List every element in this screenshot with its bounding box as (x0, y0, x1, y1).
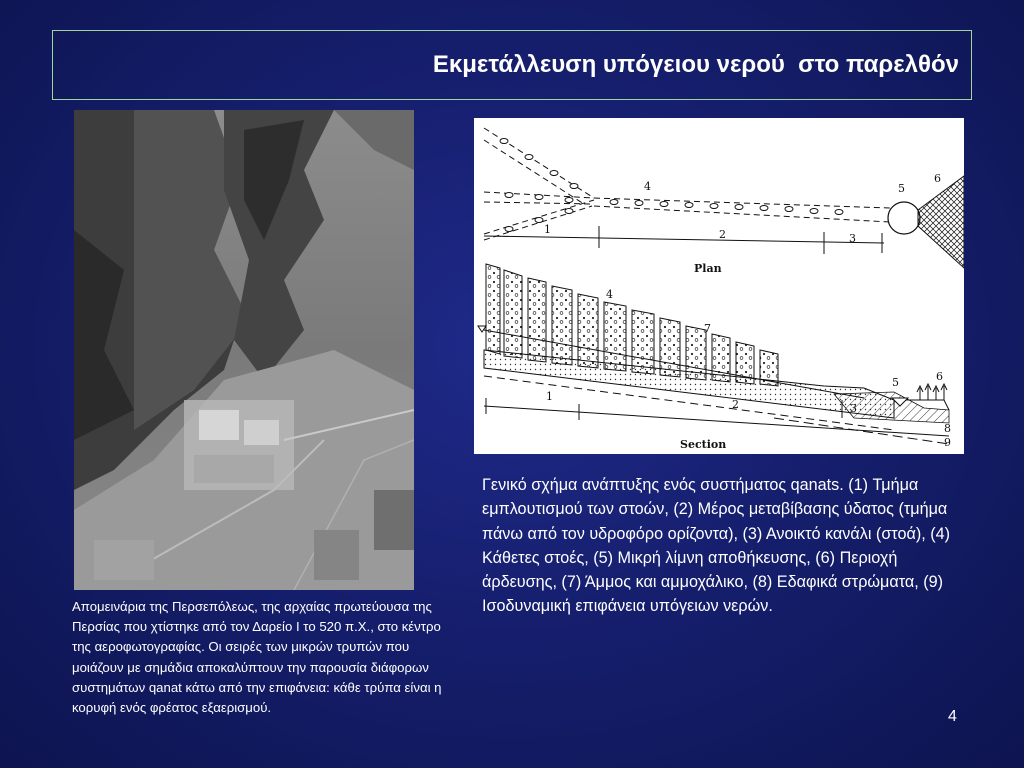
aerial-photo-image (74, 110, 414, 590)
title-box (52, 30, 972, 100)
section-label-7: 7 (704, 322, 711, 335)
section-label-3: 3 (850, 402, 857, 415)
section-label-1: 1 (546, 390, 553, 403)
section-label-6: 6 (936, 370, 943, 383)
section-title: Section (680, 438, 727, 451)
section-label-9: 9 (944, 436, 951, 449)
aerial-photo (74, 110, 414, 590)
plan-label-4: 4 (644, 180, 651, 193)
plan-label-6: 6 (934, 172, 941, 185)
page-number: 4 (948, 708, 957, 725)
qanat-diagram-drawing (474, 118, 964, 454)
plan-title: Plan (694, 262, 722, 275)
photo-caption: Απομεινάρια της Περσεπόλεως, της αρχαίας πρωτεύουσα της Περσίας που χτίστηκε από τον Δαρείο Ι το 520 π.Χ., στο κέντρο της αεροφωτογραφίας. Οι σειρές των μικρών τρυπών που μοιάζουν με σημάδια αποκαλύπτουν την παρουσία διάφορων συστημάτων qanat κάτω από την επιφάνεια: κάθε τρύπα είναι η κορυφή ενός φρέατος εξαερισμού. (72, 599, 442, 716)
plan-label-1: 1 (544, 223, 551, 236)
section-label-4: 4 (606, 288, 613, 301)
section-label-8: 8 (944, 422, 951, 435)
plan-label-3: 3 (849, 232, 856, 245)
diagram-caption: Γενικό σχήμα ανάπτυξης ενός συστήματος qanats. (1) Τμήμα εμπλουτισμού των στοών, (2) Μέρος μεταβίβασης ύδατος (τμήμα πάνω από τον υδροφόρο ορίζοντα), (3) Ανοικτό κανάλι (στοά), (4) Κάθετες στοές, (5) Μικρή λίμνη αποθήκευσης, (6) Περιοχή άρδευσης, (7) Άμμος και αμμοχάλικο, (8) Εδαφικά στρώματα, (9) Ισοδυναμική επιφάνεια υπόγειων νερών. (482, 476, 951, 616)
section-label-5: 5 (892, 376, 899, 389)
plan-label-5: 5 (898, 182, 905, 195)
plan-label-2: 2 (719, 228, 726, 241)
qanat-diagram (474, 118, 964, 454)
section-label-2: 2 (732, 398, 739, 411)
slide-title: Εκμετάλλευση υπόγειου νερού στο παρελθόν (432, 51, 959, 78)
